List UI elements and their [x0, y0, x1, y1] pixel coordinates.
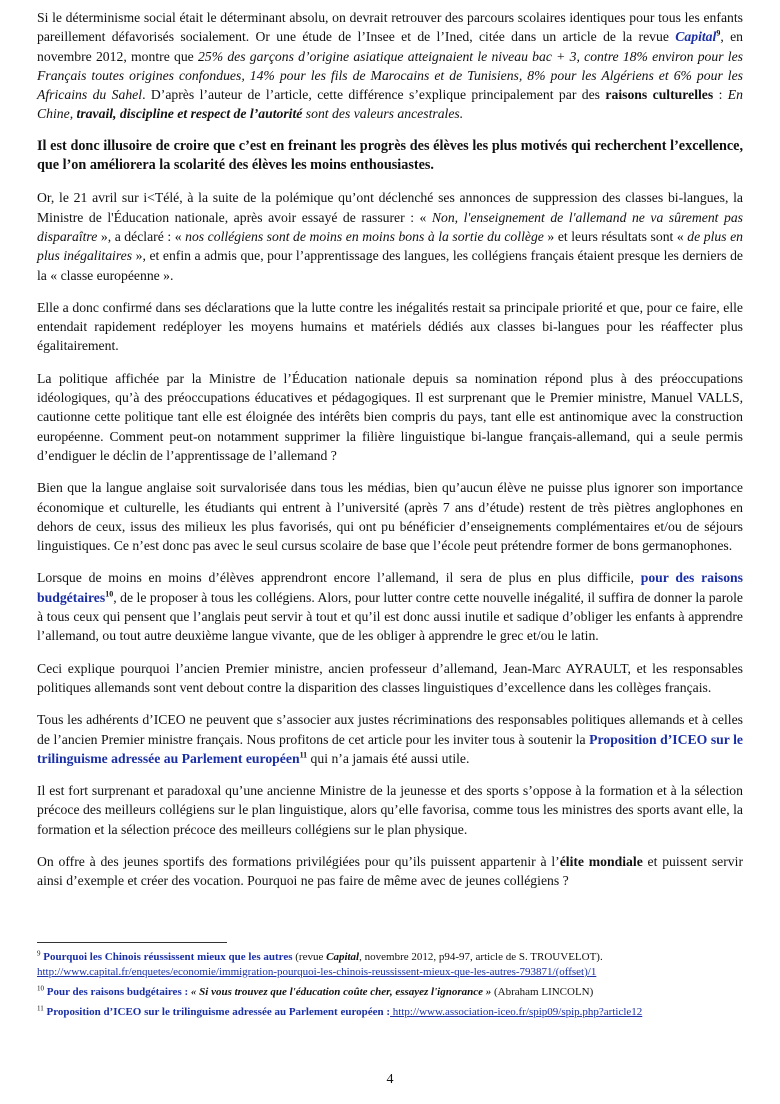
document-body	[37, 8, 743, 904]
footnote-11	[37, 1005, 743, 1020]
p3-text: », et enfin a admis que, pour l’apprentissage des langues, les collégiens français étaient presque les derniers de la « classe européenne ».	[37, 248, 743, 283]
footnote-9	[37, 950, 743, 980]
footnote-ref-10[interactable]: 10	[105, 589, 114, 599]
footnote-divider	[37, 942, 227, 943]
footnote-brand: Capital	[326, 951, 360, 963]
p1-italic: En Chine,	[37, 87, 743, 122]
p3-quote: Non, l'enseignement de l'allemand ne va sûrement pas disparaître	[37, 209, 743, 244]
paragraph-4: Elle a donc confirmé dans ses déclarations que la lutte contre les inégalités restait sa principale priorité et que, pour ce faire, elle entendait rapidement redéployer les moyens humains et matériels dédiés aux classes bi-langues pour les réaffecter plus égalitairement.	[37, 299, 743, 354]
paragraph-1	[37, 8, 743, 124]
paragraph-3	[37, 188, 743, 284]
footnote-title-link[interactable]: Pour des raisons budgétaires :	[46, 986, 189, 998]
footnote-text: (revue	[292, 951, 327, 963]
capital-brand: Capital	[675, 29, 717, 45]
p1-text: , en novembre 2012, montre que	[37, 29, 743, 64]
p3-text: Or, le 21 avril sur i<Télé, à la suite de la polémique qu’ont déclenché ses annonces de suppression des classes bi-langues, la Ministre de l'Éducation nationale, après avoir essayé de rassurer : «	[37, 190, 743, 225]
p9-text: qui n’a jamais été aussi utile.	[307, 750, 470, 766]
footnotes	[37, 942, 743, 1025]
footnote-url[interactable]: http://www.association-iceo.fr/spip09/spip.php?article12	[390, 1006, 643, 1018]
p11-text: On offre à des jeunes sportifs des formations privilégiées pour qu’ils puissent appartenir à l’	[37, 853, 560, 869]
paragraph-7	[37, 568, 743, 645]
footnote-url[interactable]: http://www.capital.fr/enquetes/economie/immigration-pourquoi-les-chinois-reussissent-mieux-que-les-autres-793871/(offset)/1	[37, 966, 597, 978]
p3-text: » et leurs résultats sont «	[543, 228, 688, 244]
p7-text: Lorsque de moins en moins d’élèves apprendront encore l’allemand, il sera de plus en plus difficile,	[37, 570, 641, 586]
paragraph-10: Il est fort surprenant et paradoxal qu’une ancienne Ministre de la jeunesse et des sports s’oppose à la formation et à la sélection précoce des meilleurs collégiens sur le plan linguistique, alors qu’elle favorisa, comme tous les ministres des sports avant elle, la formation et la sélection précoce des meilleurs collégiens sur le plan physique.	[37, 783, 743, 837]
page-number: 4	[386, 1072, 394, 1087]
p7-text: , de le proposer à tous les collégiens. Alors, pour lutter contre cette nouvelle inégalité, il suffira de donner la parole à tous ceux qui pensent que l’anglais peut servir à tout et qu’il est donc aussi inutile et sadique d’obliger les enfants à apprendre l’allemand, ou tout autre deuxième langue vivante, que de les obliger à apprendre le grec et/ou le latin.	[37, 589, 743, 644]
footnote-number: 10	[37, 984, 44, 993]
p1-bold-italic: travail, discipline et respect de l’autorité	[76, 106, 303, 122]
p1-text: :	[713, 87, 728, 103]
p3-text: », a déclaré : «	[97, 228, 186, 244]
footnote-ref-9[interactable]: 9	[716, 28, 721, 38]
p1-italic-stats: 25% des garçons d’origine asiatique atteignaient le niveau bac + 3, contre 18% environ pour les Français toutes origines confondues, 14% pour les fils de Marocains et de Tunisiens, 8% pour les Algériens et 6% pour les Africains du Sahel	[37, 48, 743, 103]
budget-link[interactable]: pour des raisons budgétaires	[37, 570, 743, 605]
footnote-title-link[interactable]: Proposition d’ICEO sur le trilinguisme adressée au Parlement européen :	[46, 1006, 391, 1018]
paragraph-5: La politique affichée par la Ministre de l’Éducation nationale depuis sa nomination répond plus à des préoccupations idéologiques, qu’à des préoccupations éducatives et pédagogiques. Il est surprenant que le Premier ministre, Manuel VALLS, cautionne cette politique tant elle est éloignée des intérêts bien compris du pays, tant elle est antinomique avec la construction européenne. Comment peut-on notamment supprimer la filière linguistique bi-langue français-allemand, qui a seule permis d’endiguer le déclin de l’apprentissage de l’allemand ?	[37, 370, 743, 463]
paragraph-2-lead: Il est donc illusoire de croire que c’est en freinant les progrès des élèves les plus motivés qui recherchent l’excellence, que l’on améliorera la scolarité des élèves les moins enthousiastes.	[37, 137, 743, 174]
footnote-text: , novembre 2012, p94-97, article de S. TROUVELOT).	[359, 951, 603, 963]
paragraph-8: Ceci explique pourquoi l’ancien Premier ministre, ancien professeur d’allemand, Jean-Marc AYRAULT, et les responsables politiques allemands sont vent debout contre la disparition des classes linguistiques d’excellence dans les collèges français.	[37, 660, 743, 695]
footnote-text: (Abraham LINCOLN)	[491, 986, 594, 998]
p11-text: et puissent servir ainsi d’exemple et créer des vocation. Pourquoi ne pas faire de même avec de jeunes collégiens ?	[37, 853, 744, 889]
footnote-10	[37, 985, 743, 1000]
p1-bold: raisons culturelles	[605, 87, 714, 103]
p3-quote: nos collégiens sont de moins en moins bons à la sortie du collège	[185, 228, 544, 244]
footnote-ref-11[interactable]: 11	[299, 750, 308, 760]
paragraph-11	[37, 852, 743, 891]
p9-text: Tous les adhérents d’ICEO ne peuvent que s’associer aux justes récriminations des responsables politiques allemands et à celles de l’ancien Premier ministre français. Nous profitons de cet article pour les inviter tous à soutenir la	[37, 712, 743, 747]
footnote-title-link[interactable]: Pourquoi les Chinois réussissent mieux que les autres	[43, 951, 293, 963]
p3-quote: de plus en plus inégalitaires	[37, 228, 744, 264]
p1-text: Si le déterminisme social était le déterminant absolu, on devrait retrouver des parcours scolaires identiques pour tous les enfants pareillement défavorisés socialement. Or une étude de l’Insee et de l’Ined, citée dans un article de la revue	[37, 10, 743, 45]
paragraph-6: Bien que la langue anglaise soit survalorisée dans tous les médias, bien qu’aucun élève ne puisse plus ignorer son importance économique et culturelle, les étudiants qui entrent à l’université (après 7 ans d’étude) restent de très piètres anglophones en dehors de ceux, issus des milieux les plus favorisés, qui ont pu bénéficier d’enseignements complémentaires et/ou de séjours linguistiques. Ce n’est donc pas avec le seul cursus scolaire de base que l’école peut prétendre former de bons germanophones.	[37, 480, 743, 554]
iceo-proposal-link[interactable]: Proposition d’ICEO sur le trilinguisme adressée au Parlement européen	[37, 731, 743, 766]
p1-text: . D’après l’auteur de l’article, cette différence s’explique principalement par des	[142, 87, 606, 103]
footnote-quote: « Si vous trouvez que l'éducation coûte cher, essayez l'ignorance »	[188, 986, 492, 998]
footnote-number: 11	[37, 1004, 44, 1013]
p1-italic: sont des valeurs ancestrales.	[302, 106, 464, 122]
paragraph-9	[37, 710, 743, 768]
p11-bold: élite mondiale	[559, 853, 643, 869]
footnote-number: 9	[37, 949, 41, 958]
